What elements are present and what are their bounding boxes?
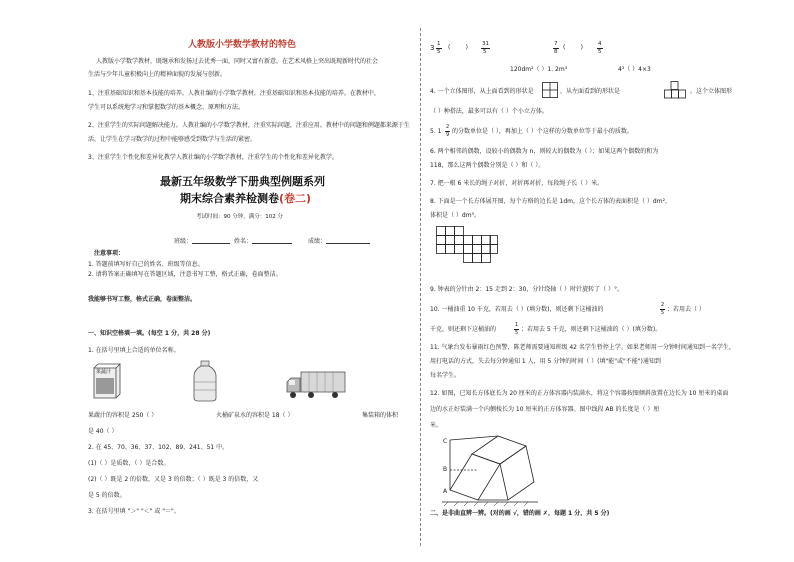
top-view-icon: [542, 82, 558, 98]
point-1a: 1、注重基础知识和基本技能的培养。人教社编的小学数学教材，注重基础知识和基本技能的培养。在教材中，: [88, 90, 380, 97]
q9: 9. 钟表的分针由 2：15 走到 2：30，分针绕轴（ ）时针旋转了（ ）°。: [430, 286, 624, 293]
q10-frac2-den: 5: [515, 330, 519, 336]
cuboid-net-diagram: [436, 226, 498, 266]
notice-1: 1. 答题前填写好自己的姓名、班级等信息。: [88, 261, 204, 268]
q1-water: 火桶矿泉水的容积是 18（ ）: [216, 412, 294, 419]
juice-box-icon: [90, 362, 124, 400]
name-field[interactable]: [252, 238, 292, 244]
q11-a: 11. 气象台发布暴雨红色预警，陈老师需要通知班级 42 名学生暂停上学。如果老师用一分钟时间通知到一名学生，: [430, 344, 735, 351]
q5-label: 5. 1: [430, 128, 442, 135]
intro-line-1: 人教版小学数学教材，既继承和发扬过去优秀一面，同时又富有新意，在艺术风格上突出既现新时代的社会: [96, 58, 379, 65]
intro-line-2: 生活与少年儿童积极向上的精神面貌的发展与创新。: [88, 71, 227, 78]
point-2a: 2、注重学生的实际问题解决能力。人教社编的小学数学教材，注重实际问题，注重应用。教材中的问题和例题都来源于生: [88, 122, 410, 129]
r2-a: 120dm²（ ）1. 2m³: [510, 66, 568, 73]
q6-a: 6. 两个相邻的偶数，设较小的偶数为 n，则较大的偶数为（ ）；如果这两个偶数的和为: [430, 148, 659, 155]
q2: 2. 在 45、70、36、37、102、89、241、51 中。: [88, 444, 229, 451]
q2-1: (1)（ ）是质数，（ ）是合数。: [88, 460, 170, 467]
point-3: 3、注重学生个性化和差异化教学人教社编的小学数学教材，注重学生的个性化和差异化教学。: [88, 154, 338, 161]
q4-part-b: ，从左面看到的形状是: [560, 88, 621, 95]
q5-tail: 的分数单位是（ ），再加上（ ）个这样的分数单位等于最小的质数。: [452, 128, 633, 135]
q3: 3. 在括号里填 "＞" "＜" 或 "＝"。: [88, 508, 180, 515]
q8-b: 体积是（ ）dm³。: [430, 212, 480, 219]
q2-2: (2)（ ）既是 2 的倍数，又是 3 的倍数；（ ）既是 3 的倍数，又: [88, 476, 259, 483]
point-c-label: C: [443, 438, 448, 445]
column-divider: [420, 28, 421, 546]
name-label: 姓名：: [234, 238, 253, 245]
tilted-cube-diagram: [440, 430, 540, 506]
q11-c: 每名学生。: [430, 372, 461, 379]
q12-c: 米。: [430, 422, 443, 429]
exam-info: 考试时间：90 分钟，满分：102 分: [196, 214, 283, 220]
water-jug-icon: [190, 360, 220, 402]
class-label: 班级：: [174, 238, 193, 245]
q10-frac-num: 2: [661, 302, 665, 308]
q12-a: 12. 如图，已知长方体底长为 20 厘米的正方体容器内装满水，将这个容器按图倾斜放置在边长为 10 厘米的桌面: [430, 390, 729, 397]
r1-a-num: 1: [437, 41, 441, 47]
point-1b: 学生可以系统地学习和掌握数学的基本概念、原理和方法。: [88, 104, 245, 111]
point-b-label: B: [443, 466, 448, 473]
q10-c: 千克，则还剩下这桶油的: [430, 326, 497, 333]
r1-c-num: 7: [554, 41, 558, 47]
r1-c-blank[interactable]: ( ): [563, 44, 583, 51]
q11-b: 用打电话的方式，失去每分钟通知 1 人，用 5 分钟的时间（ ）(填"能"或"不能")通知到: [430, 358, 661, 365]
point-a-label: A: [443, 488, 448, 495]
q1-juice-tail: 是 40（ ）: [88, 428, 118, 435]
r1-c-den: 8: [554, 49, 558, 55]
class-field[interactable]: [192, 238, 230, 244]
r1-a-blank[interactable]: ( ): [448, 44, 468, 51]
title-line-1: 最新五年级数学下册典型例题系列: [160, 175, 325, 188]
section-1-title: 一、知识空格填一填。(每空 1 分，共 28 分): [88, 330, 211, 337]
r2-b: 4³（ ）4×3: [618, 66, 651, 73]
q4-part-c: 。这个立体图形: [690, 88, 733, 95]
q6-b: 118，那么这两个偶数分别是（ ）和（ ）。: [430, 162, 545, 169]
q8-a: 8. 下面是一个长方体展开图，每个方格的边长是 1dm，这个长方体的表面积是（ ）dm²，: [430, 198, 671, 205]
q5-frac-den: 9: [446, 132, 450, 138]
notice-2: 2. 请将答案正确填写在答题区域，注意书写工整，格式正确，卷面整洁。: [88, 271, 282, 278]
r1-a-den: 5: [437, 49, 441, 55]
q4-part-d: （ ）种搭法，最多可以有（ ）个小立方体。: [430, 108, 548, 115]
reminder: 我能够书写工整，格式正确，卷面整洁。: [88, 296, 197, 303]
q1: 1. 在括号里填上合适的单位名称。: [88, 347, 180, 354]
score-label: 成绩：: [308, 238, 327, 245]
r1-b-den: 5: [483, 49, 487, 55]
q10-a: 10. 一桶油重 10 千克，若用去（ ）(填分数)，则还剩下这桶油的: [430, 306, 604, 313]
q1-container: 集装箱的体积: [362, 412, 399, 419]
q7: 7. 把一根 6 米长的绳子对折、对折再对折，每段绳子长（ ）米。: [430, 180, 604, 187]
q2-2b: 是 5 的倍数。: [88, 492, 126, 499]
q12-b: 边的水正好装满一个内侧棱长为 10 厘米的正方体容器。图中线段 AB 的长度是（ ）厘: [430, 406, 660, 413]
section-2-title: 二、是非曲直辨一辨。(对的画 √，错的画 ✗，每题 1 分，共 5 分): [430, 510, 610, 517]
r1-d-den: 5: [598, 49, 602, 55]
point-2b: 活，让学生在学习数学的过程中能够感受到数学与生活的紧密。: [88, 136, 257, 143]
r1-b-num: 31: [482, 41, 489, 47]
q10-b: ；若用去（ ）: [667, 306, 705, 313]
notice-title: 注意事项：: [94, 250, 125, 257]
q4-part-a: 4. 一个立体图形，从上面看到的形状是: [430, 88, 534, 95]
container-truck-icon: [285, 370, 347, 400]
r1-d-num: 4: [598, 41, 602, 47]
q10-frac2-num: 1: [515, 322, 519, 328]
title-2-main: 期末综合素养检测卷: [180, 192, 279, 205]
q5-frac-num: 2: [446, 124, 450, 130]
juice-label: 果蔬汁: [96, 369, 112, 375]
r1-a-whole: 3: [430, 44, 435, 52]
q10-frac-den: 5: [661, 310, 665, 316]
left-view-icon: [664, 81, 686, 99]
score-field[interactable]: [326, 238, 370, 244]
left-heading: 人教版小学数学教材的特色: [188, 40, 297, 50]
title-2-sub: (卷二): [279, 192, 312, 205]
q10-d: ；若用去 5 千克，则还剩下这桶油的（ ）(填分数)。: [521, 326, 662, 333]
title-line-2: [180, 192, 311, 205]
q1-juice: 果蔬汁的容积是 250（ ）: [88, 412, 158, 419]
